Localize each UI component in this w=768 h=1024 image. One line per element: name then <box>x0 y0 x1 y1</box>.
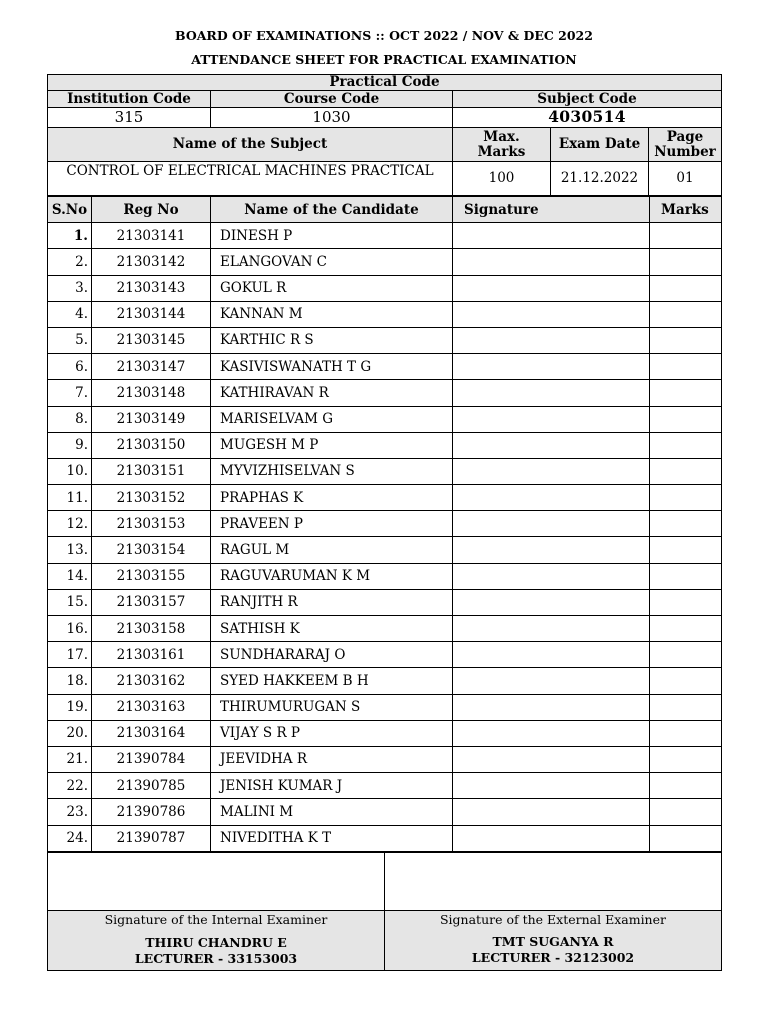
candidate-name-cell: DINESH P <box>211 223 453 249</box>
marks-cell[interactable] <box>650 249 722 275</box>
marks-cell[interactable] <box>650 223 722 249</box>
candidate-name-cell: GOKUL R <box>211 275 453 301</box>
candidate-name-cell: SUNDHARARAJ O <box>211 642 453 668</box>
marks-cell[interactable] <box>650 275 722 301</box>
sno-cell: 9. <box>48 432 92 458</box>
candidate-name-cell: SYED HAKKEEM B H <box>211 668 453 694</box>
table-row <box>48 642 722 668</box>
col-header-signature: Signature <box>453 197 650 223</box>
sno-cell: 20. <box>48 720 92 746</box>
table-row <box>48 616 722 642</box>
table-row <box>48 589 722 615</box>
marks-cell[interactable] <box>650 485 722 511</box>
regno-cell: 21303147 <box>92 354 211 380</box>
regno-cell: 21303150 <box>92 432 211 458</box>
table-row <box>48 432 722 458</box>
external-signature-box[interactable] <box>385 853 722 911</box>
table-row <box>48 720 722 746</box>
table-row <box>48 563 722 589</box>
candidate-name-cell: MARISELVAM G <box>211 406 453 432</box>
course-code-value: 1030 <box>211 108 453 128</box>
col-header-regno: Reg No <box>92 197 211 223</box>
practical-code-label: Practical Code <box>48 75 722 91</box>
sno-cell: 13. <box>48 537 92 563</box>
table-row <box>48 668 722 694</box>
subject-code-value: 4030514 <box>453 108 722 128</box>
marks-cell[interactable] <box>650 327 722 353</box>
signature-cell[interactable] <box>453 825 650 851</box>
signature-cell[interactable] <box>453 511 650 537</box>
candidate-name-cell: RAGUL M <box>211 537 453 563</box>
regno-cell: 21303152 <box>92 485 211 511</box>
table-row <box>48 694 722 720</box>
marks-cell[interactable] <box>650 354 722 380</box>
candidate-name-cell: RANJITH R <box>211 589 453 615</box>
internal-examiner-block <box>48 911 385 971</box>
sno-cell: 23. <box>48 799 92 825</box>
regno-cell: 21303144 <box>92 301 211 327</box>
signature-cell[interactable] <box>453 589 650 615</box>
candidate-name-cell: RAGUVARUMAN K M <box>211 563 453 589</box>
signature-cell[interactable] <box>453 642 650 668</box>
signature-cell[interactable] <box>453 458 650 484</box>
col-header-sno: S.No <box>48 197 92 223</box>
board-title: BOARD OF EXAMINATIONS :: OCT 2022 / NOV & DEC 2022 <box>175 28 593 43</box>
subject-name-value: CONTROL OF ELECTRICAL MACHINES PRACTICAL <box>48 162 453 196</box>
examiner-signature-table <box>47 852 722 971</box>
regno-cell: 21303141 <box>92 223 211 249</box>
subject-name-label: Name of the Subject <box>48 128 453 162</box>
external-examiner-block <box>385 911 722 971</box>
candidate-name-cell: MUGESH M P <box>211 432 453 458</box>
regno-cell: 21303151 <box>92 458 211 484</box>
signature-cell[interactable] <box>453 563 650 589</box>
regno-cell: 21390785 <box>92 773 211 799</box>
marks-cell[interactable] <box>650 458 722 484</box>
institution-code-label: Institution Code <box>48 91 211 108</box>
signature-cell[interactable] <box>453 432 650 458</box>
sno-cell: 4. <box>48 301 92 327</box>
table-row <box>48 301 722 327</box>
regno-cell: 21303148 <box>92 380 211 406</box>
page-number-label: Page Number <box>649 128 722 162</box>
sno-cell: 5. <box>48 327 92 353</box>
signature-cell[interactable] <box>453 354 650 380</box>
marks-cell[interactable] <box>650 720 722 746</box>
table-row <box>48 746 722 772</box>
signature-cell[interactable] <box>453 799 650 825</box>
candidate-name-cell: PRAPHAS K <box>211 485 453 511</box>
sno-cell: 15. <box>48 589 92 615</box>
col-header-candidate: Name of the Candidate <box>211 197 453 223</box>
regno-cell: 21303145 <box>92 327 211 353</box>
regno-cell: 21390784 <box>92 746 211 772</box>
sno-cell: 18. <box>48 668 92 694</box>
regno-cell: 21390786 <box>92 799 211 825</box>
table-row <box>48 773 722 799</box>
page-number-value: 01 <box>649 162 722 196</box>
candidate-name-cell: KASIVISWANATH T G <box>211 354 453 380</box>
regno-cell: 21303149 <box>92 406 211 432</box>
marks-cell[interactable] <box>650 616 722 642</box>
candidate-name-cell: VIJAY S R P <box>211 720 453 746</box>
sheet-title: ATTENDANCE SHEET FOR PRACTICAL EXAMINATION <box>191 52 577 67</box>
subject-code-label: Subject Code <box>453 91 722 108</box>
candidate-name-cell: JENISH KUMAR J <box>211 773 453 799</box>
internal-examiner-label: Signature of the Internal Examiner <box>104 912 328 927</box>
candidate-name-cell: KARTHIC R S <box>211 327 453 353</box>
sno-cell: 11. <box>48 485 92 511</box>
internal-examiner-name: THIRU CHANDRU E <box>145 935 287 951</box>
table-row <box>48 380 722 406</box>
marks-cell[interactable] <box>650 563 722 589</box>
table-row <box>48 537 722 563</box>
marks-cell[interactable] <box>650 746 722 772</box>
table-row <box>48 406 722 432</box>
signature-cell[interactable] <box>453 773 650 799</box>
signature-cell[interactable] <box>453 485 650 511</box>
exam-date-label: Exam Date <box>551 128 649 162</box>
marks-cell[interactable] <box>650 589 722 615</box>
table-row <box>48 327 722 353</box>
sno-cell: 3. <box>48 275 92 301</box>
regno-cell: 21303154 <box>92 537 211 563</box>
internal-examiner-title: LECTURER - 33153003 <box>134 951 298 967</box>
external-examiner-label: Signature of the External Examiner <box>439 912 666 927</box>
regno-cell: 21303162 <box>92 668 211 694</box>
table-row <box>48 458 722 484</box>
signature-cell[interactable] <box>453 327 650 353</box>
table-row <box>48 511 722 537</box>
marks-cell[interactable] <box>650 537 722 563</box>
candidate-name-cell: MALINI M <box>211 799 453 825</box>
sno-cell: 22. <box>48 773 92 799</box>
signature-cell[interactable] <box>453 616 650 642</box>
sno-cell: 16. <box>48 616 92 642</box>
marks-cell[interactable] <box>650 773 722 799</box>
max-marks-value: 100 <box>453 162 551 196</box>
candidate-name-cell: ELANGOVAN C <box>211 249 453 275</box>
sno-cell: 8. <box>48 406 92 432</box>
marks-cell[interactable] <box>650 301 722 327</box>
candidate-name-cell: JEEVIDHA R <box>211 746 453 772</box>
signature-cell[interactable] <box>453 694 650 720</box>
signature-cell[interactable] <box>453 668 650 694</box>
external-examiner-name: TMT SUGANYA R <box>492 934 614 950</box>
table-row <box>48 249 722 275</box>
regno-cell: 21303158 <box>92 616 211 642</box>
sno-cell: 2. <box>48 249 92 275</box>
internal-signature-box[interactable] <box>48 853 385 911</box>
signature-cell[interactable] <box>453 380 650 406</box>
marks-cell[interactable] <box>650 432 722 458</box>
signature-cell[interactable] <box>453 301 650 327</box>
candidate-name-cell: KATHIRAVAN R <box>211 380 453 406</box>
sno-cell: 17. <box>48 642 92 668</box>
candidate-name-cell: SATHISH K <box>211 616 453 642</box>
sno-cell: 21. <box>48 746 92 772</box>
marks-cell[interactable] <box>650 799 722 825</box>
regno-cell: 21303163 <box>92 694 211 720</box>
exam-info-table <box>47 74 722 196</box>
regno-cell: 21303164 <box>92 720 211 746</box>
marks-cell[interactable] <box>650 668 722 694</box>
signature-cell[interactable] <box>453 275 650 301</box>
sno-cell: 10. <box>48 458 92 484</box>
course-code-label: Course Code <box>211 91 453 108</box>
col-header-marks: Marks <box>650 197 722 223</box>
table-row <box>48 223 722 249</box>
sno-cell: 6. <box>48 354 92 380</box>
regno-cell: 21303143 <box>92 275 211 301</box>
sno-cell: 19. <box>48 694 92 720</box>
table-row <box>48 275 722 301</box>
sno-cell: 1. <box>48 223 92 249</box>
table-row <box>48 485 722 511</box>
sno-cell: 7. <box>48 380 92 406</box>
regno-cell: 21303161 <box>92 642 211 668</box>
table-row <box>48 354 722 380</box>
regno-cell: 21303153 <box>92 511 211 537</box>
regno-cell: 21303142 <box>92 249 211 275</box>
table-row <box>48 825 722 851</box>
regno-cell: 21303157 <box>92 589 211 615</box>
marks-cell[interactable] <box>650 694 722 720</box>
sno-cell: 12. <box>48 511 92 537</box>
signature-cell[interactable] <box>453 223 650 249</box>
signature-cell[interactable] <box>453 720 650 746</box>
candidate-name-cell: THIRUMURUGAN S <box>211 694 453 720</box>
marks-cell[interactable] <box>650 642 722 668</box>
max-marks-label: Max. Marks <box>453 128 551 162</box>
candidate-name-cell: PRAVEEN P <box>211 511 453 537</box>
exam-date-value: 21.12.2022 <box>551 162 649 196</box>
marks-cell[interactable] <box>650 380 722 406</box>
signature-cell[interactable] <box>453 249 650 275</box>
table-row <box>48 799 722 825</box>
candidate-name-cell: NIVEDITHA K T <box>211 825 453 851</box>
marks-cell[interactable] <box>650 406 722 432</box>
sno-cell: 24. <box>48 825 92 851</box>
regno-cell: 21390787 <box>92 825 211 851</box>
marks-cell[interactable] <box>650 511 722 537</box>
signature-cell[interactable] <box>453 406 650 432</box>
external-examiner-title: LECTURER - 32123002 <box>471 950 635 966</box>
marks-cell[interactable] <box>650 825 722 851</box>
signature-cell[interactable] <box>453 537 650 563</box>
signature-cell[interactable] <box>453 746 650 772</box>
candidate-name-cell: KANNAN M <box>211 301 453 327</box>
sno-cell: 14. <box>48 563 92 589</box>
candidate-name-cell: MYVIZHISELVAN S <box>211 458 453 484</box>
institution-code-value: 315 <box>48 108 211 128</box>
attendance-table <box>47 196 722 852</box>
regno-cell: 21303155 <box>92 563 211 589</box>
